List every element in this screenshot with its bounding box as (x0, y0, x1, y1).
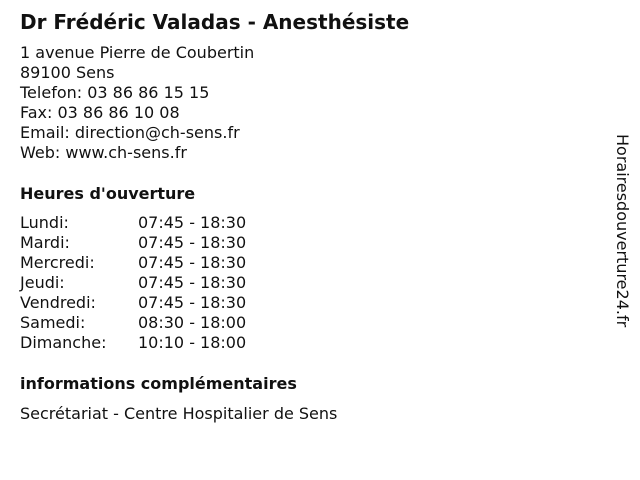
phone-line: Telefon: 03 86 86 15 15 (20, 83, 210, 102)
fax-line: Fax: 03 86 86 10 08 (20, 103, 180, 122)
hours-row (20, 253, 246, 273)
address-city: 89100 Sens (20, 63, 115, 82)
web-line: Web: www.ch-sens.fr (20, 143, 187, 162)
hours-day: Vendredi: (20, 293, 96, 312)
hours-row (20, 233, 246, 253)
hours-time: 07:45 - 18:30 (138, 293, 247, 312)
hours-row (20, 213, 246, 233)
hours-row (20, 313, 246, 333)
hours-time: 07:45 - 18:30 (138, 273, 247, 292)
page-title: Dr Frédéric Valadas - Anesthésiste (20, 10, 410, 34)
hours-row (20, 293, 246, 313)
opening-hours-table (20, 213, 246, 353)
hours-day: Lundi: (20, 213, 69, 232)
hours-time: 07:45 - 18:30 (138, 213, 247, 232)
hours-day: Mercredi: (20, 253, 95, 272)
address-street: 1 avenue Pierre de Coubertin (20, 43, 255, 62)
additional-info-text: Secrétariat - Centre Hospitalier de Sens (20, 404, 338, 423)
watermark (612, 134, 632, 374)
hours-time: 10:10 - 18:00 (138, 333, 247, 352)
hours-day: Jeudi: (20, 273, 65, 292)
email-line: Email: direction@ch-sens.fr (20, 123, 240, 142)
watermark-text: Horairesdouverture24.fr (613, 134, 632, 328)
hours-time: 08:30 - 18:00 (138, 313, 247, 332)
hours-day: Dimanche: (20, 333, 107, 352)
hours-row (20, 333, 246, 353)
hours-day: Mardi: (20, 233, 70, 252)
additional-info-heading: informations complémentaires (20, 374, 297, 393)
contact-block (20, 43, 254, 163)
opening-hours-heading: Heures d'ouverture (20, 184, 196, 203)
hours-day: Samedi: (20, 313, 86, 332)
hours-time: 07:45 - 18:30 (138, 233, 247, 252)
hours-time: 07:45 - 18:30 (138, 253, 247, 272)
hours-row (20, 273, 246, 293)
